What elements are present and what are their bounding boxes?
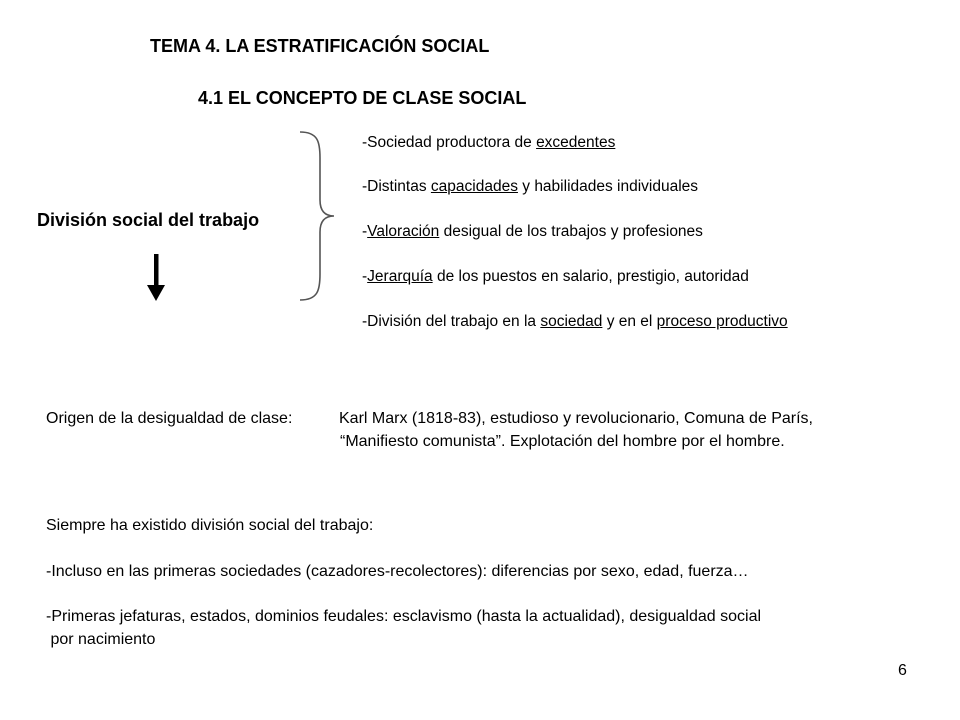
origin-line-1: Karl Marx (1818-83), estudioso y revolucionario, Comuna de París, [339, 410, 813, 427]
bullet-item: -División del trabajo en la sociedad y en el proceso productivo [362, 313, 788, 330]
bullet-item: -Jerarquía de los puestos en salario, prestigio, autoridad [362, 268, 749, 285]
history-item-2-line-2: por nacimiento [46, 631, 156, 648]
page-title: TEMA 4. LA ESTRATIFICACIÓN SOCIAL [150, 36, 490, 56]
history-item-1: -Incluso en las primeras sociedades (cazadores-recolectores): diferencias por sexo, edad, fuerza… [46, 563, 749, 580]
history-item-2-line-1: -Primeras jefaturas, estados, dominios feudales: esclavismo (hasta la actualidad), desigualdad social [46, 608, 762, 625]
division-label: División social del trabajo [37, 210, 260, 230]
bullet-item: -Sociedad productora de excedentes [362, 134, 616, 151]
origin-line-2: “Manifiesto comunista”. Explotación del hombre por el hombre. [340, 433, 785, 450]
bullet-item: -Valoración desigual de los trabajos y profesiones [362, 223, 703, 240]
curly-brace-icon [298, 128, 342, 304]
history-intro: Siempre ha existido división social del trabajo: [46, 517, 374, 534]
down-arrow-icon [144, 254, 168, 302]
bullet-item: -Distintas capacidades y habilidades individuales [362, 178, 699, 195]
origin-label: Origen de la desigualdad de clase: [46, 410, 293, 427]
section-subtitle: 4.1 EL CONCEPTO DE CLASE SOCIAL [198, 88, 527, 108]
page-number: 6 [898, 662, 907, 679]
